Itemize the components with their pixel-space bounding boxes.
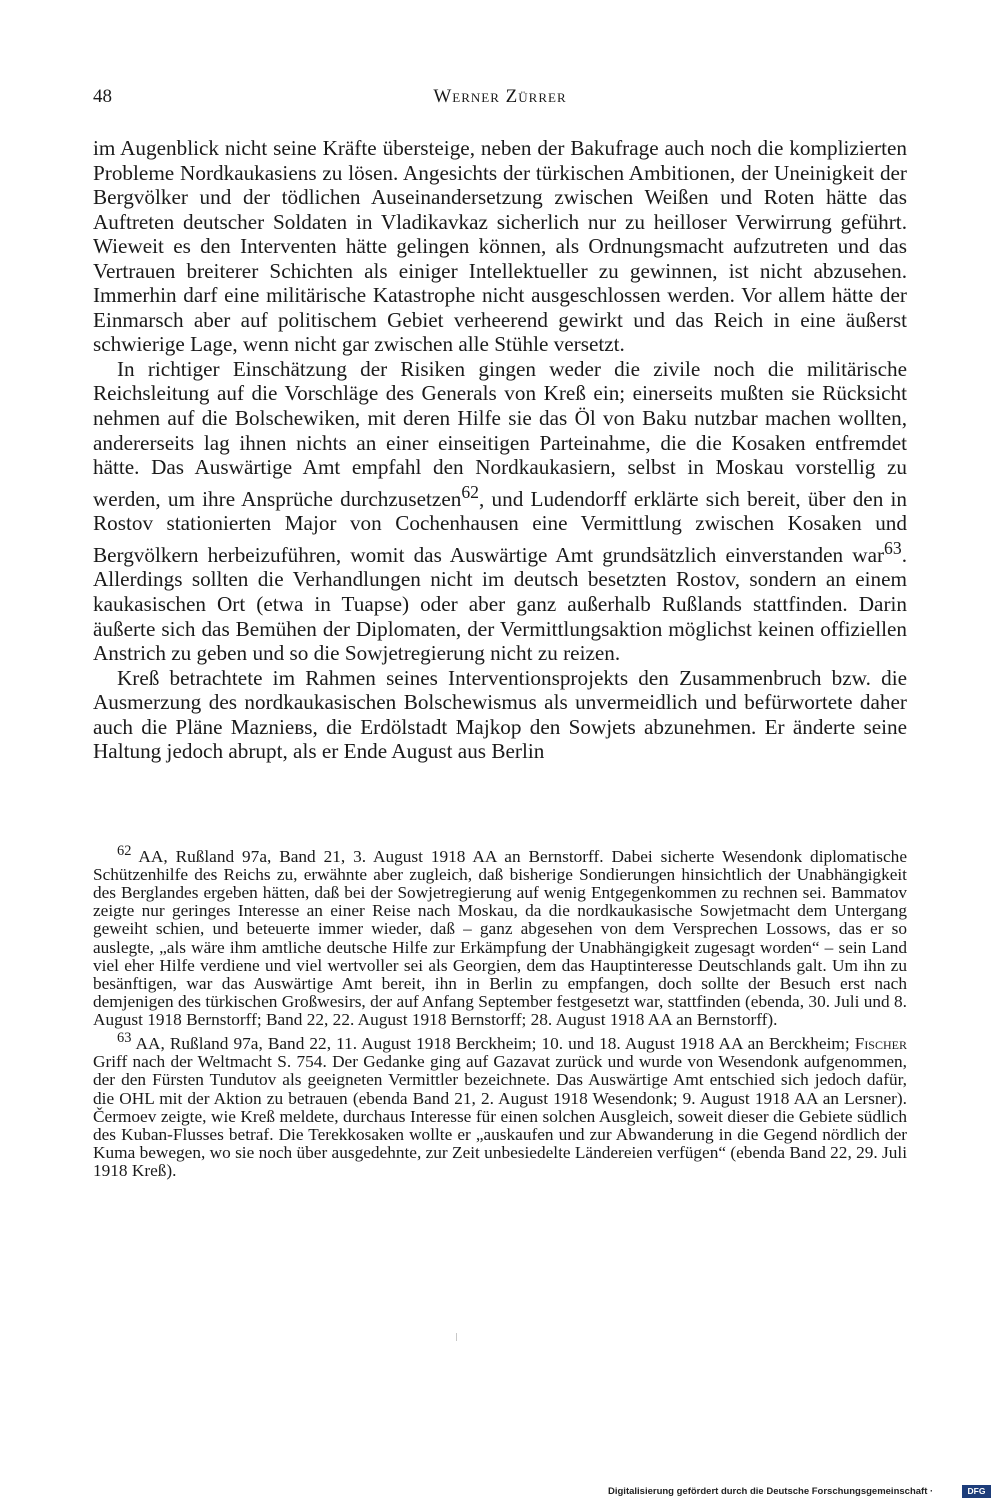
paragraph-1: im Augenblick nicht seine Kräfte übersteige, neben der Bakufrage auch noch die komplizierten Probleme Nordkaukasiens zu lösen. Angesichts der türkischen Ambitionen, der Uneinigkeit der Bergvölker und der tödlichen Auseinandersetzung zwischen Weißen und Roten hätte das Auftreten deutscher Soldaten in Vladikavkaz sicherlich nur zu heilloser Verwirrung geführt. Wieweit es den Interventen hätte gelingen können, als Ordnungsmacht aufzutreten und das Vertrauen breiterer Schichten als einiger Intellektueller zu gewinnen, ist nicht abzusehen. Immerhin darf eine militärische Katastrophe nicht ausgeschlossen werden. Vor allem hätte der Einmarsch aber auf politischem Gebiet verheerend gewirkt und das Reich in eine äußerst schwierige Lage, wenn nicht gar zwischen alle Stühle versetzt. <box>93 136 907 357</box>
scan-mark <box>456 1333 457 1341</box>
footnote-63-number: 63 <box>117 1030 132 1047</box>
footnote-63-text-a: AA, Rußland 97a, Band 22, 11. August 1918 Berckheim; 10. und 18. August 1918 AA an Berckheim; <box>135 1034 855 1054</box>
footnotes <box>93 842 907 1180</box>
paragraph-2-part-c: . Allerdings sollten die Verhandlungen nicht im deutsch besetzten Rostov, sondern an einem kaukasischen Ort (etwa in Tuapse) oder aber ganz außerhalb Rußlands stattfinden. Darin äußerte sich das Bemühen der Diplomaten, der Vermittlungsaktion möglichst keinen offiziellen Anstrich zu geben und so die Sowjetregierung nicht zu reizen. <box>93 542 907 666</box>
running-head: Werner Zürrer <box>433 86 567 107</box>
paragraph-2-part-a: In richtiger Einschätzung der Risiken gingen weder die zivile noch die militärische Reichsleitung auf die Vorschläge des Generals von Kreß ein; einerseits mußten sie Rücksicht nehmen auf die Bolschewiken, mit deren Hilfe sie das Öl von Baku nutzbar machen wollten, andererseits lag ihnen nichts an einer einseitigen Parteinahme, die die Kosaken entfremdet hätte. Das Auswärtige Amt empfahl den Nordkaukasiern, selbst in Moskau vorstellig zu werden, um ihre Ansprüche durchzusetzen <box>93 356 907 511</box>
footnote-62 <box>93 842 907 1029</box>
page-number: 48 <box>93 86 112 107</box>
main-text <box>93 136 907 764</box>
footnote-62-text: AA, Rußland 97a, Band 21, 3. August 1918 AA an Bernstorff. Dabei sicherte Wesendonk diplomatische Schützenhilfe des Reichs zu, erwähnte aber zugleich, daß bisherige Sondierungen hinsichtlich der Unabhängigkeit des Berglandes ergeben hätten, daß bei der Sowjetregierung auf wenig Entgegenkommen zu rechnen sei. Bammatov zeigte nur geringes Interesse an einer Reise nach Moskau, da die nordkaukasische Sowjetmacht dem Untergang geweiht schien, und beteuerte immer wieder, daß – ganz abgesehen von dem Versprechen Lossows, das er so auslegte, „als wäre ihm amtliche deutsche Hilfe zur Erkämpfung der Unabhängigkeit zugesagt worden“ – sein Land viel eher Hilfe verdiene und viel wertvoller sei als Georgien, dem das Hauptinteresse Deutschlands galt. Um ihn zu besänftigen, war das Auswärtige Amt bereit, ihn in Berlin zu empfangen, doch sollte der Besuch erst nach demjenigen des türkischen Großwesirs, der auf Anfang September festgesetzt war, stattfinden (ebenda, 30. Juli und 8. August 1918 Bernstorff; Band 22, 22. August 1918 Bernstorff; 28. August 1918 AA an Bernstorff). <box>93 846 907 1030</box>
footnote-63-author: Fischer <box>854 1034 907 1054</box>
digitization-credit: Digitalisierung gefördert durch die Deutsche Forschungsgemeinschaft · <box>608 1486 934 1497</box>
paragraph-3: Kreß betrachtete im Rahmen seines Interventionsprojekts den Zusammenbruch bzw. die Ausmerzung des nordkaukasischen Bolschewismus als unvermeidlich und befürwortete daher auch die Pläne Mazniевs, die Erdölstadt Majkop den Sowjets abzunehmen. Er änderte seine Haltung jedoch abrupt, als er Ende August aus Berlin <box>93 665 907 764</box>
footnote-63-text-b: Griff nach der Weltmacht S. 754. Der Gedanke ging auf Gazavat zurück und wurde von Wesendonk aufgenommen, der den Fürsten Tundutov als geeigneten Vermittler bezeichnete. Das Auswärtige Amt entschied sich jedoch dafür, die OHL mit der Aktion zu betrauen (ebenda Band 21, 2. August 1918 Wesendonk; 9. August 1918 AA an Lersner). Čermoev zeigte, wie Kreß meldete, durchaus Interesse für einen solchen Ausgleich, soweit dieser die Gebiete südlich des Kuban-Flusses betraf. Die Terekkosaken wollte er „auskaufen und zur Abwanderung in die Gegend nördlich der Kuma bewegen, wo sie noch über ausgedehnte, zur Zeit unbesiedelte Ländereien verfügen“ (ebenda Band 22, 29. Juli 1918 Kreß). <box>93 1052 907 1181</box>
page-header <box>93 84 907 110</box>
footnote-62-number: 62 <box>117 843 132 859</box>
paragraph-2 <box>93 357 907 666</box>
dfg-logo: DFG <box>962 1485 991 1498</box>
footnote-ref-63: 63 <box>884 537 902 558</box>
footnote-ref-62: 62 <box>461 481 479 502</box>
paragraph-2-part-b: , und Ludendorff erklärte sich bereit, über den in Rostov stationierten Major von Cochenhausen eine Vermittlung zwischen Kosaken und Bergvölkern herbeizuführen, womit das Auswärtige Amt grundsätzlich einverstanden war <box>93 486 907 567</box>
footnote-63 <box>93 1029 907 1180</box>
